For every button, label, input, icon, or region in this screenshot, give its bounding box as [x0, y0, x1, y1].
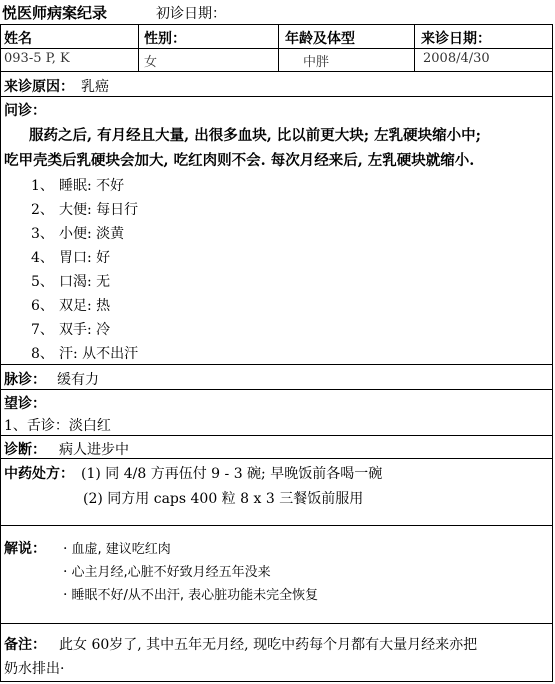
name-header: 姓名 [4, 31, 32, 47]
inquiry-text-line-1: 服药之后, 有月经且大量, 出很多血块, 比以前更大块; 左乳硬块缩小中; [29, 127, 482, 144]
name-column [1, 25, 139, 48]
visit-date: 2008/4/30 [423, 51, 490, 66]
explanation-section [0, 526, 553, 624]
list-item: 3、 小便: 淡黄 [31, 226, 125, 242]
pulse-value: 缓有力 [57, 372, 99, 388]
patient-info-table [0, 24, 553, 72]
list-item: · 血虚, 建议吃红肉 [63, 541, 171, 557]
age-header: 年龄及体型 [285, 31, 355, 47]
list-item: 1、 睡眠: 不好 [31, 178, 125, 194]
pulse-section [0, 365, 553, 390]
visit-date-header: 来诊日期： [421, 31, 491, 47]
list-item: 6、 双足: 热 [31, 298, 111, 314]
record-title: 悦医师病案纪录 [2, 4, 108, 22]
name-value-cell [1, 48, 139, 71]
prescription-section [0, 459, 553, 526]
list-item: 2、 大便: 每日行 [31, 202, 139, 218]
sex-value-cell [139, 48, 279, 71]
diagnosis-section [0, 436, 553, 459]
age-column [279, 25, 415, 48]
diagnosis-value: 病人进步中 [59, 442, 129, 458]
first-visit-date-label: 初诊日期： [156, 6, 226, 22]
notes-section [0, 624, 553, 682]
visit-reason-label: 来诊原因： [4, 79, 74, 95]
pulse-label: 脉诊： [4, 372, 46, 388]
list-item: 5、 口渴: 无 [31, 274, 111, 290]
visit-date-value-cell [415, 48, 552, 71]
prescription-line-2: (2) 同方用 caps 400 粒 8 x 3 三餐饭前服用 [83, 491, 364, 507]
visit-reason-section [0, 72, 553, 97]
patient-sex: 女 [144, 55, 158, 70]
sex-header: 性别： [144, 31, 186, 47]
notes-label: 备注： [4, 637, 46, 653]
notes-line-2: 奶水排出· [4, 661, 65, 677]
visit-date-column [415, 25, 552, 48]
age-value-cell [279, 48, 415, 71]
list-item: · 睡眠不好/从不出汗, 表心脏功能未完全恢复 [63, 587, 319, 603]
inspection-section [0, 390, 553, 436]
patient-id: 093-5 P, K [4, 51, 70, 66]
notes-line-1: 此女 60岁了, 其中五年无月经, 现吃中药每个月都有大量月经来亦把 [59, 637, 478, 653]
list-item: 7、 双手: 冷 [31, 322, 111, 338]
tongue-diagnosis: 1、舌诊：淡白红 [4, 418, 111, 434]
patient-build: 中胖 [303, 55, 330, 70]
list-item: 8、 汗: 从不出汗 [31, 346, 139, 362]
inspection-label: 望诊： [4, 396, 46, 412]
list-item: · 心主月经,心脏不好致月经五年没来 [63, 564, 271, 580]
inquiry-section [0, 97, 553, 365]
prescription-label: 中药处方： [4, 466, 74, 482]
explanation-label: 解说： [4, 541, 46, 557]
visit-reason-value: 乳癌 [81, 79, 109, 95]
prescription-line-1: (1) 同 4/8 方再伍付 9 - 3 碗; 早晚饭前各喝一碗 [81, 466, 383, 482]
symptom-list [31, 175, 138, 367]
inquiry-label: 问诊： [4, 103, 46, 119]
inquiry-text-line-2: 吃甲壳类后乳硬块会加大, 吃红肉则不会. 每次月经来后, 左乳硬块就缩小. [4, 152, 475, 169]
diagnosis-label: 诊断： [4, 442, 46, 458]
list-item: 4、 胃口: 好 [31, 250, 111, 266]
sex-column [139, 25, 279, 48]
